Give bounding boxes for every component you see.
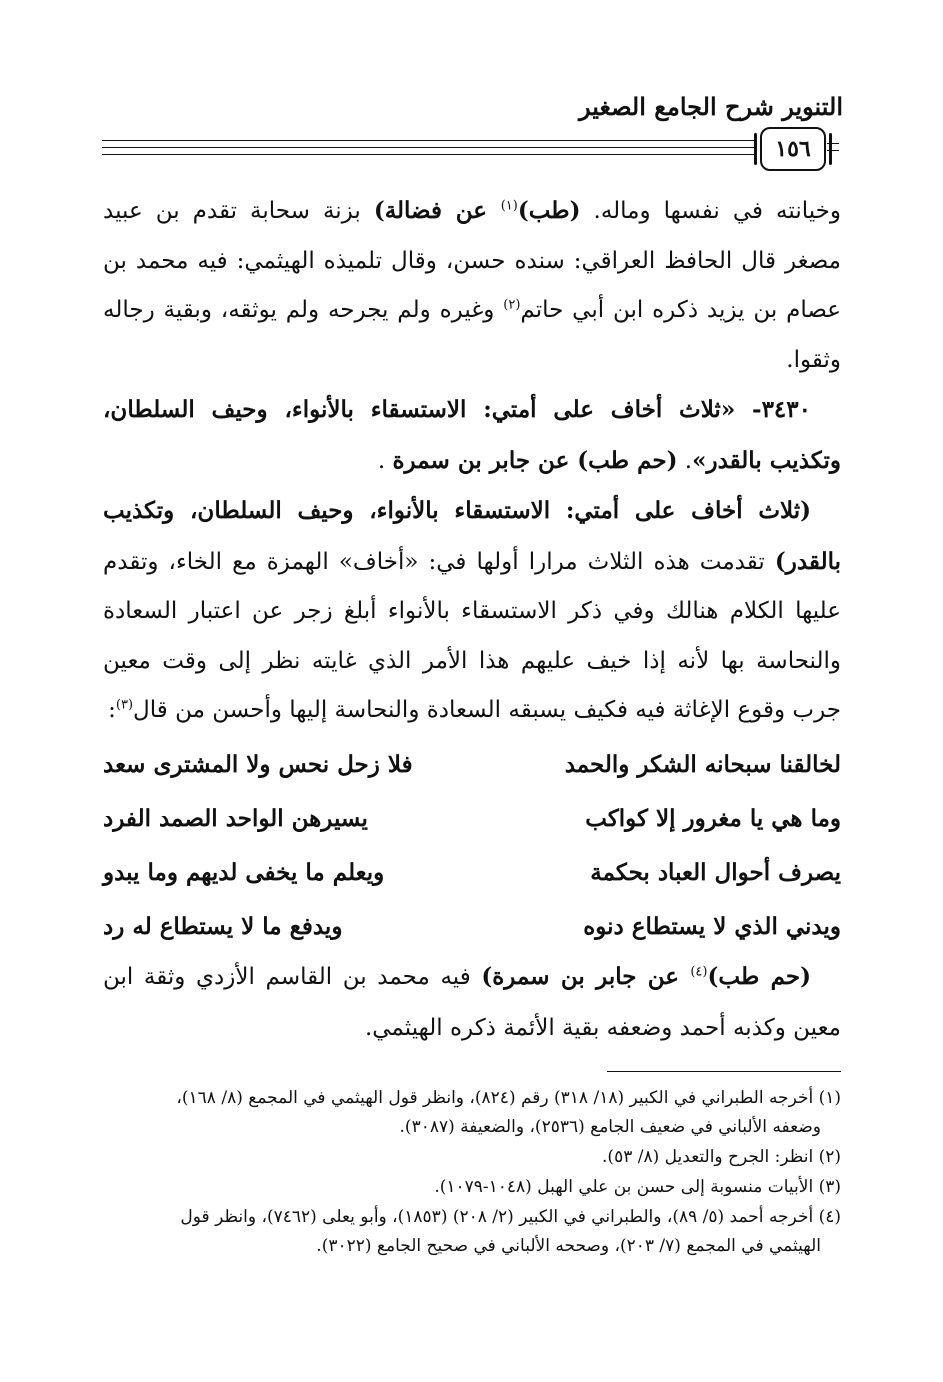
footnotes — [103, 1084, 841, 1262]
verse-first-half: يصرف أحوال العباد بحكمة — [590, 859, 841, 886]
footnote-separator — [607, 1071, 841, 1072]
page-number: ١٥٦ — [775, 136, 811, 162]
footnote-line: (٢) انظر: الجرح والتعديل (٨/ ٥٣). — [602, 1147, 841, 1167]
text-run: . — [677, 447, 693, 474]
text-run: وخيانته في نفسها وماله. — [580, 198, 841, 224]
paragraph — [103, 186, 841, 385]
text-run: تقدمت هذه الثلاث مرارا أولها في: «أخاف» الهمزة مع الخاء، وتقدم عليها الكلام هنالك وفي ذكر الاستسقاء بالأنواء أبلغ زجر عن اعتبار السعادة والنحاسة بها لأنه إذا خيف عليهم هذا الأمر الذي غايته نظر إلى وقت معين جرب وقوع الإغاثة فيه فكيف يسبقه السعادة والنحاسة إليها وأحسن من قال — [103, 548, 841, 723]
footnote-ref: (١) — [500, 198, 518, 214]
footnote — [103, 1203, 841, 1261]
poem-verse — [103, 900, 841, 954]
footnote — [103, 1084, 841, 1142]
running-title: التنوير شرح الجامع الصغير — [579, 92, 843, 121]
footnote — [103, 1173, 841, 1202]
commentary-paragraph — [103, 486, 841, 736]
footnote-line: الهيثمي في المجمع (٧/ ٢٠٣)، وصححه الألباني في صحيح الجامع (٣٠٢٢). — [316, 1236, 821, 1256]
footnote-line: (٣) الأبيات منسوبة إلى حسن بن علي الهبل (١٠٤٨-١٠٧٩). — [434, 1177, 841, 1197]
footnote-ref: (٢) — [503, 297, 521, 313]
narrator-name: عن فضالة) — [373, 197, 501, 224]
quoted-matn: (ثلاث أخاف على أمتي: الاستسقاء بالأنواء، وحيف السلطان، وتكذيب بالقدر) — [103, 497, 841, 575]
poem-verse — [103, 846, 841, 900]
poem-verse — [103, 792, 841, 846]
verse-first-half: وما هي يا مغرور إلا كواكب — [585, 805, 841, 832]
text-run: فيه محمد بن القاسم الأزدي وثقة ابن معين وكذبه أحمد وضعفه بقية الأئمة ذكره الهيثمي. — [103, 964, 841, 1041]
hadith-text: ٣٤٣٠- «ثلاث أخاف على أمتي: الاستسقاء بالأنواء، وحيف السلطان، وتكذيب بالقدر» — [103, 396, 841, 474]
text-run: بزنة سحابة تقدم بن عبيد مصغر قال الحافظ العراقي: سنده حسن، وقال تلميذه الهيثمي: فيه محمد بن عصام بن يزيد ذكره ابن أبي حاتم — [103, 198, 842, 323]
verse-second-half: يسيرهن الواحد الصمد الفرد — [103, 805, 368, 832]
source-code: (طب) — [517, 197, 581, 224]
footnote-ref: (٤) — [690, 964, 708, 980]
verse-first-half: لخالقنا سبحانه الشكر والحمد — [564, 751, 841, 778]
verse-second-half: ويعلم ما يخفى لديهم وما يبدو — [103, 859, 385, 886]
verse-second-half: ويدفع ما لا يستطاع له رد — [103, 913, 343, 940]
source-code: (حم طب) — [707, 963, 811, 990]
narrator-name: عن جابر بن سمرة) — [481, 963, 691, 990]
header-rule — [102, 147, 757, 148]
header-rule — [102, 154, 757, 155]
footnote-line: (١) أخرجه الطبراني في الكبير (١٨/ ٣١٨) رقم (٨٢٤)، وانظر قول الهيثمي في المجمع (٨/ ١٦٨)، — [176, 1088, 841, 1108]
verse-second-half: فلا زحل نحس ولا المشترى سعد — [103, 751, 413, 778]
footnote-ref: (٣) — [115, 697, 134, 713]
footnote-line: (٤) أخرجه أحمد (٥/ ٨٩)، والطبراني في الكبير (٢/ ٢٠٨) (١٨٥٣)، وأبو يعلى (٧٤٦٢)، وانظر قول — [180, 1207, 841, 1227]
hadith-paragraph — [103, 385, 841, 486]
hadith-source: (حم طب) عن جابر بن سمرة — [392, 446, 678, 474]
main-text — [103, 186, 841, 736]
footnote-line: وضعفه الألباني في ضعيف الجامع (٢٥٣٦)، والضعيفة (٣٠٨٧). — [399, 1117, 821, 1137]
footnote — [103, 1143, 841, 1172]
closing-text — [103, 951, 841, 1054]
poem-verse — [103, 738, 841, 792]
poem — [103, 738, 841, 954]
verse-first-half: ويدني الذي لا يستطاع دنوه — [583, 913, 841, 940]
paragraph — [103, 951, 841, 1054]
text-run: : — [108, 697, 116, 723]
text-run: وغيره ولم يجرحه ولم يوثقه، وبقية رجاله وثقوا. — [103, 297, 841, 373]
text-run: . — [377, 447, 393, 474]
header-rule — [102, 140, 757, 141]
page-number-frame — [760, 127, 826, 171]
